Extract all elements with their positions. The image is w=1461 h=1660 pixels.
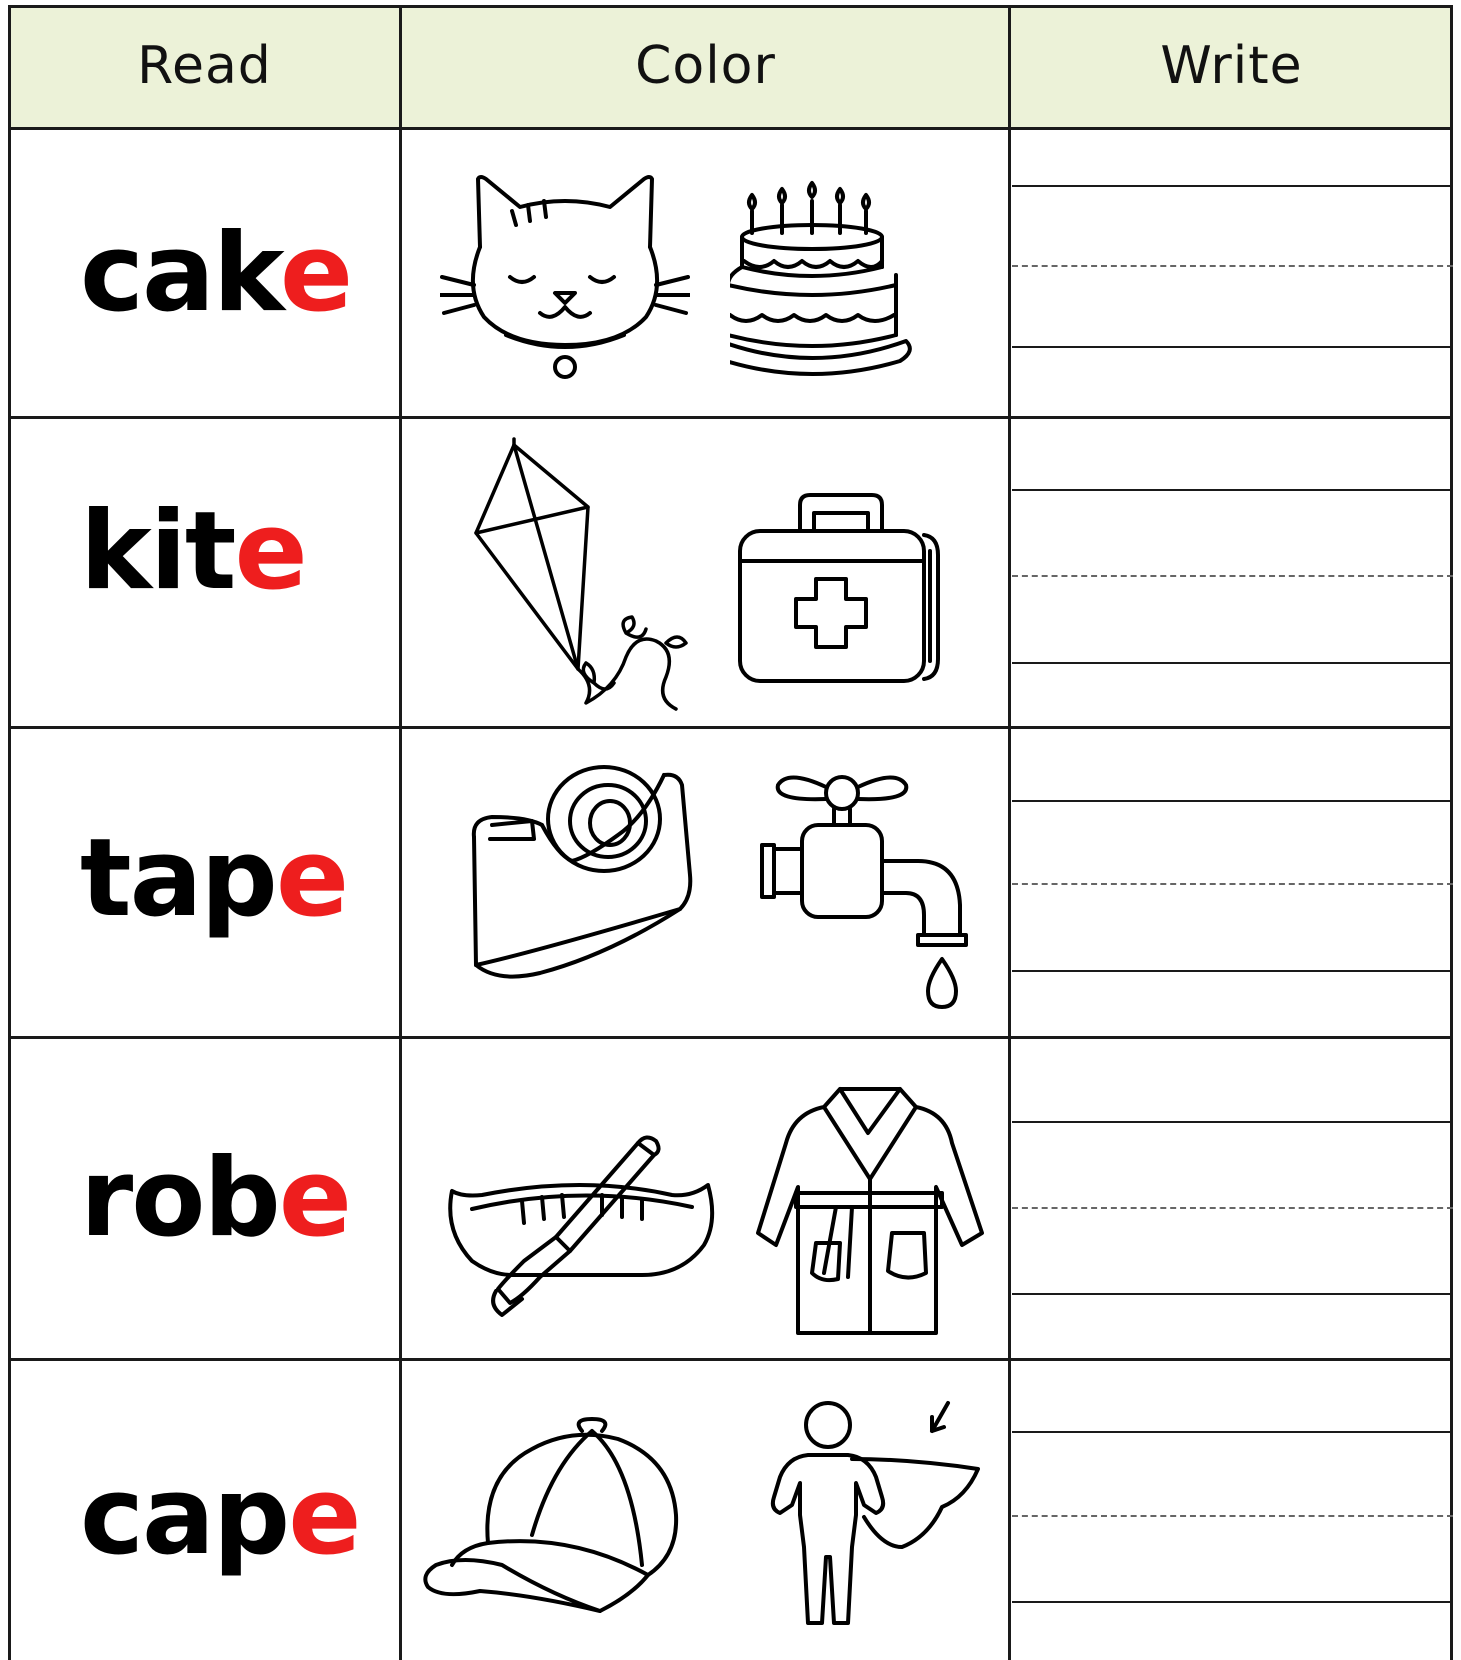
word-stem: cak [80, 211, 280, 336]
grid-line [8, 5, 1453, 8]
writing-line [1012, 1431, 1453, 1433]
grid-line [8, 1036, 1453, 1039]
word-suffix: e [279, 211, 352, 336]
word-suffix: e [275, 816, 348, 941]
grid-line [1450, 5, 1453, 1660]
header-write: Write [1160, 36, 1303, 96]
writing-line [1012, 346, 1453, 348]
word-suffix: e [288, 1454, 360, 1579]
writing-line [1012, 265, 1453, 267]
word-kite [80, 489, 306, 614]
word-stem: kit [80, 489, 235, 614]
header-color-cell [401, 5, 1010, 127]
grid-line [8, 1358, 1453, 1361]
writing-line [1012, 1121, 1453, 1123]
word-cake [80, 211, 352, 336]
writing-line [1012, 883, 1453, 885]
writing-line [1012, 575, 1453, 577]
grid-line [8, 5, 11, 1660]
bathrobe-icon [756, 1083, 984, 1339]
header-write-cell [1010, 5, 1453, 127]
birthday-cake-icon [730, 175, 950, 385]
grid-line [8, 127, 1453, 130]
grid-line [1008, 5, 1011, 1660]
canoe-icon [442, 1135, 722, 1325]
word-suffix: e [278, 1136, 351, 1261]
word-suffix: e [234, 489, 306, 614]
baseball-cap-icon [422, 1415, 702, 1615]
writing-line [1012, 185, 1453, 187]
writing-line [1012, 1515, 1453, 1517]
header-read-cell [8, 5, 401, 127]
grid-line [399, 5, 402, 1660]
writing-line [1012, 800, 1453, 802]
superhero-cape-icon [752, 1397, 984, 1631]
word-stem: tap [80, 816, 276, 941]
header-read: Read [137, 36, 272, 96]
tape-dispenser-icon [468, 765, 700, 985]
writing-line [1012, 1293, 1453, 1295]
writing-line [1012, 489, 1453, 491]
writing-line [1012, 1207, 1453, 1209]
word-robe [80, 1136, 351, 1261]
first-aid-kit-icon [734, 491, 948, 687]
writing-line [1012, 970, 1453, 972]
header-color: Color [635, 36, 776, 96]
word-stem: cap [80, 1454, 289, 1579]
grid-line [8, 726, 1453, 729]
word-cape [80, 1454, 360, 1579]
cat-icon [440, 167, 690, 387]
kite-icon [466, 437, 706, 717]
writing-line [1012, 1601, 1453, 1603]
grid-line [8, 416, 1453, 419]
writing-line [1012, 662, 1453, 664]
word-tape [80, 816, 348, 941]
word-stem: rob [80, 1136, 279, 1261]
water-tap-icon [748, 765, 968, 1013]
worksheet-table [8, 5, 1453, 1660]
